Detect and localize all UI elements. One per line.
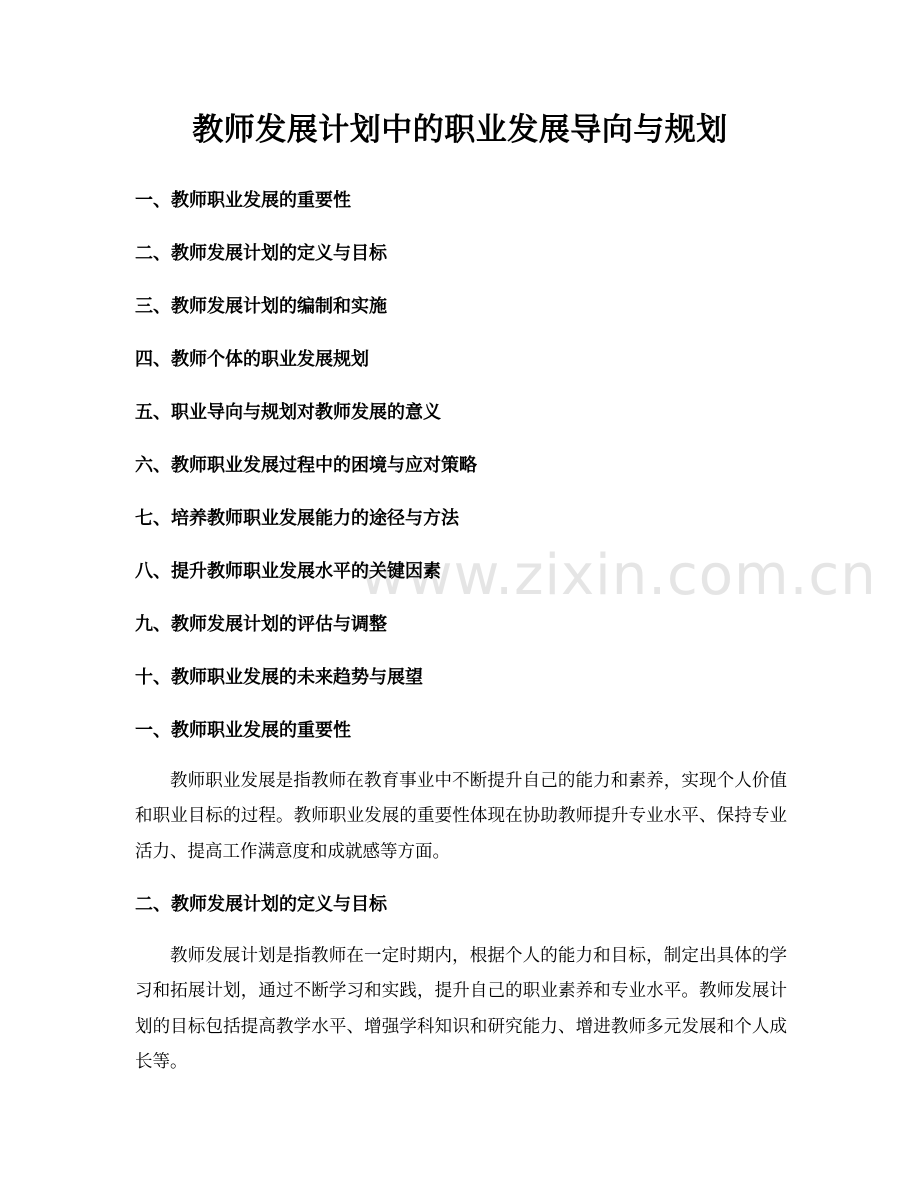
toc-item: 一、教师职业发展的重要性 — [135, 190, 351, 211]
toc-item: 五、职业导向与规划对教师发展的意义 — [135, 402, 441, 423]
toc-item: 二、教师发展计划的定义与目标 — [135, 243, 387, 264]
document-title: 教师发展计划中的职业发展导向与规划 — [192, 112, 728, 148]
table-of-contents — [135, 186, 795, 716]
watermark: www.zixin.com.cn — [360, 543, 877, 608]
section-paragraph: 教师发展计划是指教师在一定时期内，根据个人的能力和目标，制定出具体的学习和拓展计划，通过不断学习和实践，提升自己的职业素养和专业水平。教师发展计划的目标包括提高教学水平、增强学科知识和研究能力、增进教师多元发展和个人成长等。 — [135, 946, 787, 1072]
toc-item: 六、教师职业发展过程中的困境与应对策略 — [135, 455, 477, 476]
toc-item: 八、提升教师职业发展水平的关键因素 — [135, 561, 441, 582]
section-heading: 二、教师发展计划的定义与目标 — [135, 894, 387, 915]
toc-item: 四、教师个体的职业发展规划 — [135, 349, 369, 370]
toc-item: 九、教师发展计划的评估与调整 — [135, 614, 387, 635]
toc-item: 三、教师发展计划的编制和实施 — [135, 296, 387, 317]
section-heading: 一、教师职业发展的重要性 — [135, 720, 351, 741]
toc-item: 七、培养教师职业发展能力的途径与方法 — [135, 508, 459, 529]
section-paragraph: 教师职业发展是指教师在教育事业中不断提升自己的能力和素养，实现个人价值和职业目标的过程。教师职业发展的重要性体现在协助教师提升专业水平、保持专业活力、提高工作满意度和成就感等方面。 — [135, 771, 787, 862]
toc-item: 十、教师职业发展的未来趋势与展望 — [135, 667, 423, 688]
